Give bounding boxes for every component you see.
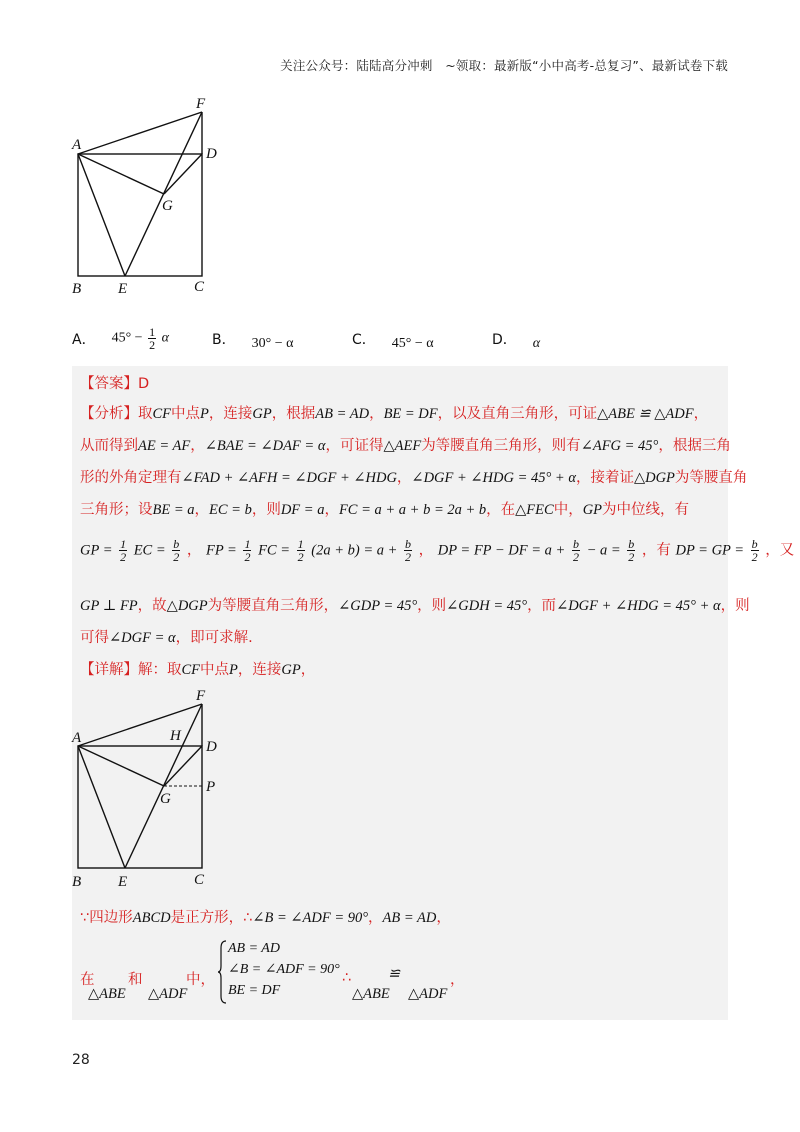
analysis-line-3: 形的外角定理有∠FAD + ∠AFH = ∠DGF + ∠HDG，∠DGF + ∠HDG = 45° + α，接着证△DGP为等腰直角 — [80, 470, 748, 486]
triangle-abe: △ABE — [88, 986, 126, 1002]
analysis-line-4: 三角形；设BE = a，EC = b，则DF = a，FC = a + a + b = 2a + b，在△FEC中，GP为中位线，有 — [80, 502, 690, 518]
option-a-letter: A． — [72, 331, 96, 348]
label-a: A — [72, 137, 82, 153]
answer-panel: 【答案】D 【分析】取CF中点P，连接GP，根据AB = AD，BE = DF，以及直角三角形，可证△ABE ≌ △ADF， 从而得到AE = AF，∠BAE = ∠DAF = α，可证得△AEF为等腰直角三角形，则有∠AFG = 45°，根据三角 形的外角定理有∠FAD + ∠AFH = ∠DGF + ∠HDG，∠DGF + ∠HDG = 45° + α，接着证△DGP为等腰直角 三角形；设BE = a，EC = b，则DF = a，FC = a + a + b = 2a + b，在△FEC中，GP为中位线，有 GP = $\frac{1}{2}$ EC = $\frac{b}{2}$ ， FP = $\frac{1}{2}$ FC = $\frac{1}{2}$ (2a + b) = a + $\frac{b}{2}$ ， DP = FP − DF = a + $\frac{b}{2}$ − a = $\frac{b}{2}$ ，有 DP = GP = $\frac{b}{2}$ ，又 GP ⊥ FP，故△DGP为等腰直角三角形，∠GDP = 45°，则∠GDH = 45°，而∠DGF + ∠HDG = 45° + α，则 可得∠DGF = α，即可求解. 【详解】解：取CF中点P，连接GP， A B C D E F G H P ∵四边形ABCD是正方形，∴∠B = ∠ADF = 90°，AB = AD， 在 △ABE 和 △ADF 中， AB = AD ∠B = ∠ADF = 90° BE = DF ∴ △ABE ≌ △ADF ， — [72, 366, 728, 1020]
label2-d: D — [206, 739, 217, 755]
detail-line-1: 【详解】解：取CF中点P，连接GP， — [80, 662, 316, 678]
option-d-expr: α — [532, 336, 541, 351]
option-d-letter: D． — [492, 332, 517, 348]
congruent-symbol: ≌ — [388, 966, 401, 982]
segment-gd-2 — [164, 746, 202, 786]
figure-1 — [68, 92, 238, 300]
analysis-line-7: 可得∠DGF = α，即可求解. — [80, 630, 253, 646]
figure-2 — [68, 684, 238, 894]
segment-af — [78, 112, 202, 154]
label-f: F — [196, 96, 206, 112]
label2-b: B — [72, 874, 82, 890]
segment-af-2 — [78, 704, 202, 746]
option-a-expr: 45° − $\frac{1}{2}$ α — [111, 325, 169, 352]
congruence-conditions: AB = AD ∠B = ∠ADF = 90° BE = DF — [228, 941, 340, 998]
option-b[interactable] — [212, 326, 293, 352]
label-g: G — [162, 198, 173, 214]
option-c-expr: 45° − α — [391, 336, 434, 351]
analysis-line-1: 【分析】取CF中点P，连接GP，根据AB = AD，BE = DF，以及直角三角形，可证△ABE ≌ △ADF， — [80, 406, 709, 422]
label-b: B — [72, 281, 82, 297]
label-c: C — [194, 279, 205, 295]
answer-label: 【答案】D — [80, 376, 150, 392]
label-d: D — [206, 146, 217, 162]
label2-c: C — [194, 872, 205, 888]
system-brace — [218, 940, 228, 1004]
square-abcd — [78, 154, 202, 276]
label2-p: P — [206, 779, 216, 795]
detail-line-2: ∵四边形ABCD是正方形，∴∠B = ∠ADF = 90°，AB = AD， — [80, 910, 451, 926]
label2-g: G — [160, 791, 171, 807]
page-header: 关注公众号：陆陆高分冲刺 ~领取：最新版“小中高考-总复习”、最新试卷下载 — [280, 58, 728, 73]
label2-h: H — [170, 728, 181, 744]
analysis-line-5: GP = $\frac{1}{2}$ EC = $\frac{b}{2}$ ， FP = $\frac{1}{2}$ FC = $\frac{1}{2}$ (2a + b) = a + $\frac{b}{2}$ ， DP = FP − DF = a + $\frac{b}{2}$ − a = $\frac{b}{2}$ ，有 DP = GP = $\frac{b}{2}$ ，又 — [80, 537, 795, 564]
square-abcd-2 — [78, 746, 202, 868]
label2-f: F — [196, 688, 206, 704]
detail-line-3-left: 在 — [80, 972, 95, 988]
option-b-expr: 30° − α — [251, 336, 294, 351]
label2-a: A — [72, 730, 82, 746]
therefore-symbol: ∴ — [342, 970, 352, 986]
label-e: E — [118, 281, 128, 297]
option-c[interactable] — [352, 326, 434, 352]
option-a[interactable] — [72, 326, 169, 351]
analysis-line-6: GP ⊥ FP，故△DGP为等腰直角三角形，∠GDP = 45°，则∠GDH = 45°，而∠DGF + ∠HDG = 45° + α，则 — [80, 598, 750, 614]
label2-e: E — [118, 874, 128, 890]
option-d[interactable] — [492, 326, 540, 352]
analysis-line-2: 从而得到AE = AF，∠BAE = ∠DAF = α，可证得△AEF为等腰直角三角形，则有∠AFG = 45°，根据三角 — [80, 438, 731, 454]
segment-gd — [164, 154, 202, 194]
option-c-letter: C． — [352, 332, 376, 348]
triangle-adf: △ADF — [148, 986, 188, 1002]
option-b-letter: B． — [212, 332, 236, 348]
page-number: 28 — [72, 1052, 90, 1068]
